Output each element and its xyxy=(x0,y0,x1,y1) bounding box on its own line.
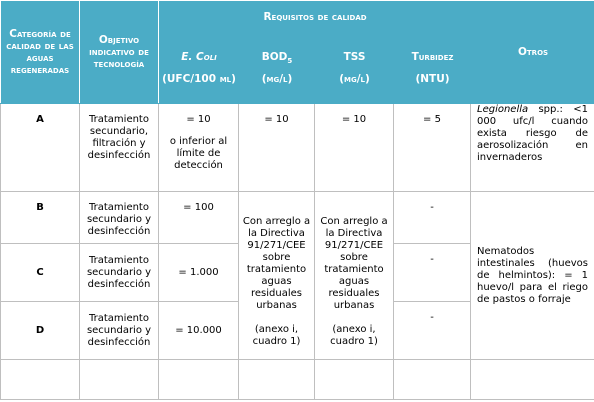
table-row xyxy=(1,104,594,192)
otros-merged-cell: Nematodos intestinales (huevos de helmintos): = 1 huevo/l para el riego de pastos o forraje xyxy=(471,192,594,360)
header-tss xyxy=(315,33,394,103)
objetivo-cell: Tratamiento secundario, filtración y desinfección xyxy=(80,104,159,192)
bod-directiva-text: Con arreglo a la Directiva 91/271/CEE sobre tratamiento aguas residuales urbanas xyxy=(242,216,311,311)
header-requisitos: Requisitos de calidad xyxy=(159,1,471,33)
objetivo-cell: Tratamiento secundario y desinfección xyxy=(80,244,159,302)
header-ecoli-title: E. Coli xyxy=(181,51,217,63)
header-bod xyxy=(239,33,315,103)
header-requisitos-group xyxy=(159,1,594,104)
header-turbidez xyxy=(394,33,471,103)
header-objetivo: Objetivo indicativo de tecnología xyxy=(80,1,159,104)
otros-legionella-rest: spp.: <1 000 ufc/l cuando exista riesgo de aerosolización en invernaderos xyxy=(477,104,588,163)
tss-cell: = 10 xyxy=(315,104,394,192)
table-row-empty xyxy=(1,360,594,400)
ecoli-cell: = 100 xyxy=(159,192,239,244)
otros-cell xyxy=(471,104,594,192)
objetivo-cell: Tratamiento secundario y desinfección xyxy=(80,192,159,244)
header-bod-unit: (mg/l) xyxy=(261,73,293,85)
header-turbidez-unit: (NTU) xyxy=(415,73,450,85)
header-ecoli xyxy=(159,33,239,103)
objetivo-cell: Tratamiento secundario y desinfección xyxy=(80,302,159,360)
header-bod-title: BOD xyxy=(261,51,288,63)
turbidez-cell: - xyxy=(394,302,471,360)
otros-legionella: Legionella xyxy=(477,104,529,115)
turbidez-cell: = 5 xyxy=(394,104,471,192)
table-row xyxy=(1,192,594,244)
ecoli-cell: = 1.000 xyxy=(159,244,239,302)
header-categoria: Categoría de calidad de las aguas regeneradas xyxy=(1,1,80,104)
bod-merged-cell xyxy=(239,192,315,360)
header-otros: Otros xyxy=(471,1,594,103)
category-cell: C xyxy=(1,244,80,302)
turbidez-cell: - xyxy=(394,192,471,244)
turbidez-cell: - xyxy=(394,244,471,302)
header-tss-title: TSS xyxy=(343,51,366,63)
header-tss-unit: (mg/l) xyxy=(339,73,370,85)
tss-annex-text: (anexo i, cuadro 1) xyxy=(330,324,378,347)
ecoli-value: = 10 xyxy=(186,114,211,125)
ecoli-cell: = 10.000 xyxy=(159,302,239,360)
category-cell: B xyxy=(1,192,80,244)
tss-merged-cell xyxy=(315,192,394,360)
header-ecoli-unit: (UFC/100 ml) xyxy=(162,73,236,85)
tss-directiva-text: Con arreglo a la Directiva 91/271/CEE sobre tratamiento aguas residuales urbanas xyxy=(320,216,388,311)
bod-annex-text: (anexo i, cuadro 1) xyxy=(252,324,301,347)
bod-cell: = 10 xyxy=(239,104,315,192)
header-bod-sub: 5 xyxy=(287,57,293,66)
header-turbidez-title: Turbidez xyxy=(411,51,454,63)
ecoli-note: o inferior al límite de detección xyxy=(169,136,228,171)
category-cell: D xyxy=(1,302,80,360)
ecoli-cell xyxy=(159,104,239,192)
category-cell: A xyxy=(1,104,80,192)
